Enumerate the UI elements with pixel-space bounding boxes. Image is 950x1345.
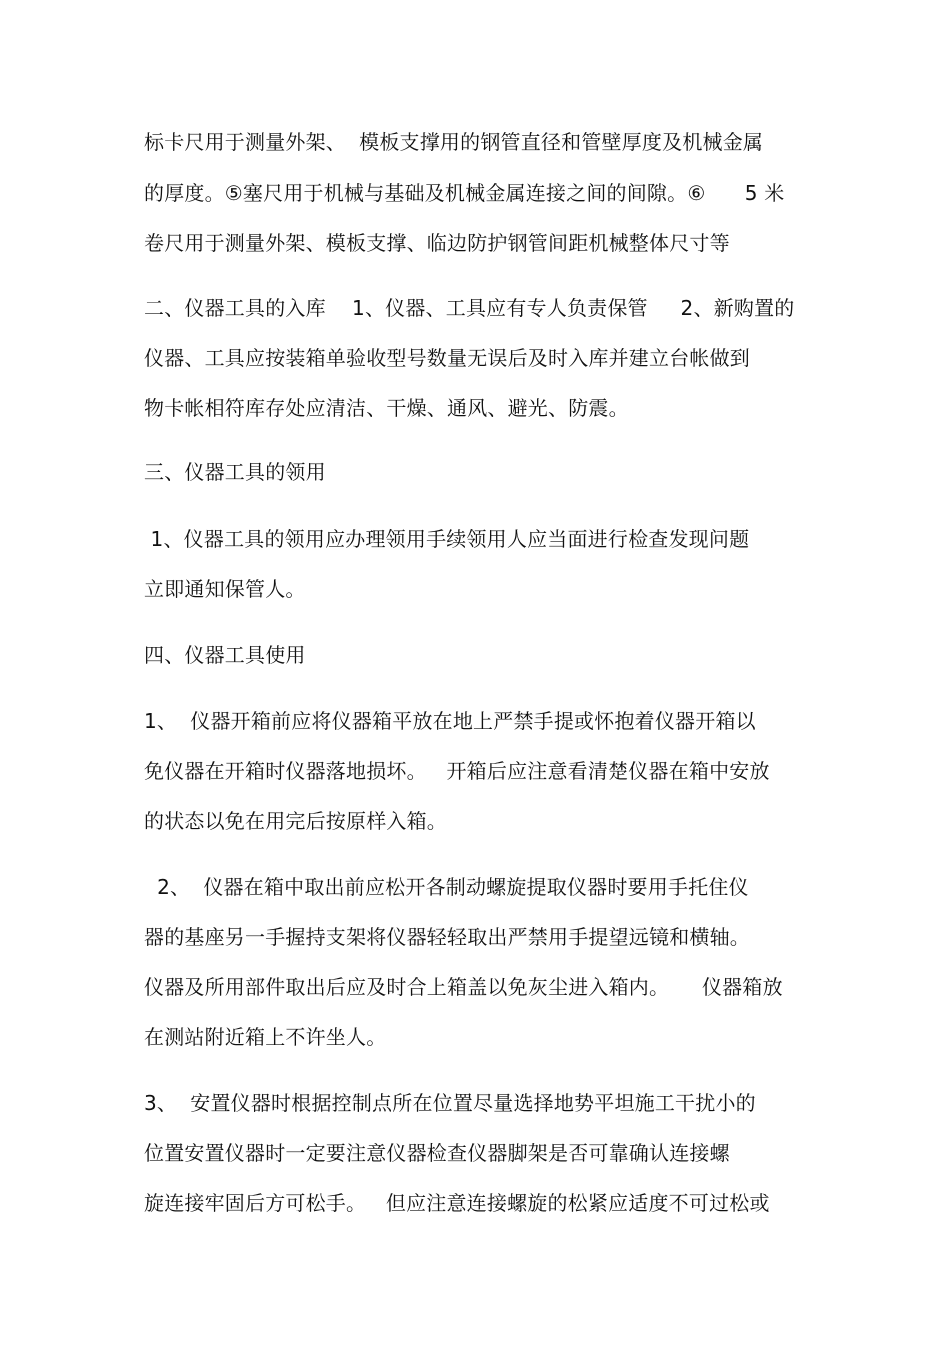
text-line: 3、 安置仪器时根据控制点所在位置尽量选择地势平坦施工干扰小的 xyxy=(144,1091,756,1115)
text-line: 2、 仪器在箱中取出前应松开各制动螺旋提取仪器时要用手托住仪 xyxy=(144,875,749,899)
text-line: 仪器及所用部件取出后应及时合上箱盖以免灰尘进入箱内。 仪器箱放 xyxy=(144,975,783,999)
text-line: 器的基座另一手握持支架将仪器轻轻取出严禁用手提望远镜和横轴。 xyxy=(144,925,750,949)
section-heading-borrowing: 三、仪器工具的领用 xyxy=(144,460,326,484)
text-line: 仪器、工具应按装箱单验收型号数量无误后及时入库并建立台帐做到 xyxy=(144,346,750,370)
text-line: 的厚度。⑤塞尺用于机械与基础及机械金属连接之间的间隙。⑥ 5 米 xyxy=(144,181,785,205)
text-line: 1、仪器工具的领用应办理领用手续领用人应当面进行检查发现问题 xyxy=(144,527,750,551)
text-line: 立即通知保管人。 xyxy=(144,577,306,601)
text-line: 物卡帐相符库存处应清洁、干燥、通风、避光、防震。 xyxy=(144,396,629,420)
text-line: 免仪器在开箱时仪器落地损坏。 开箱后应注意看清楚仪器在箱中安放 xyxy=(144,759,770,783)
text-line: 1、 仪器开箱前应将仪器箱平放在地上严禁手提或怀抱着仪器开箱以 xyxy=(144,709,756,733)
text-line: 标卡尺用于测量外架、 模板支撑用的钢管直径和管壁厚度及机械金属 xyxy=(144,130,764,154)
text-line: 位置安置仪器时一定要注意仪器检查仪器脚架是否可靠确认连接螺 xyxy=(144,1141,730,1165)
text-line: 卷尺用于测量外架、模板支撑、临边防护钢管间距机械整体尺寸等 xyxy=(144,231,730,255)
text-line: 旋连接牢固后方可松手。 但应注意连接螺旋的松紧应适度不可过松或 xyxy=(144,1191,770,1215)
text-line: 的状态以免在用完后按原样入箱。 xyxy=(144,809,447,833)
section-heading-storage: 二、仪器工具的入库 1、仪器、工具应有专人负责保管 2、新购置的 xyxy=(144,296,795,320)
text-line: 在测站附近箱上不许坐人。 xyxy=(144,1025,387,1049)
section-heading-usage: 四、仪器工具使用 xyxy=(144,643,306,667)
